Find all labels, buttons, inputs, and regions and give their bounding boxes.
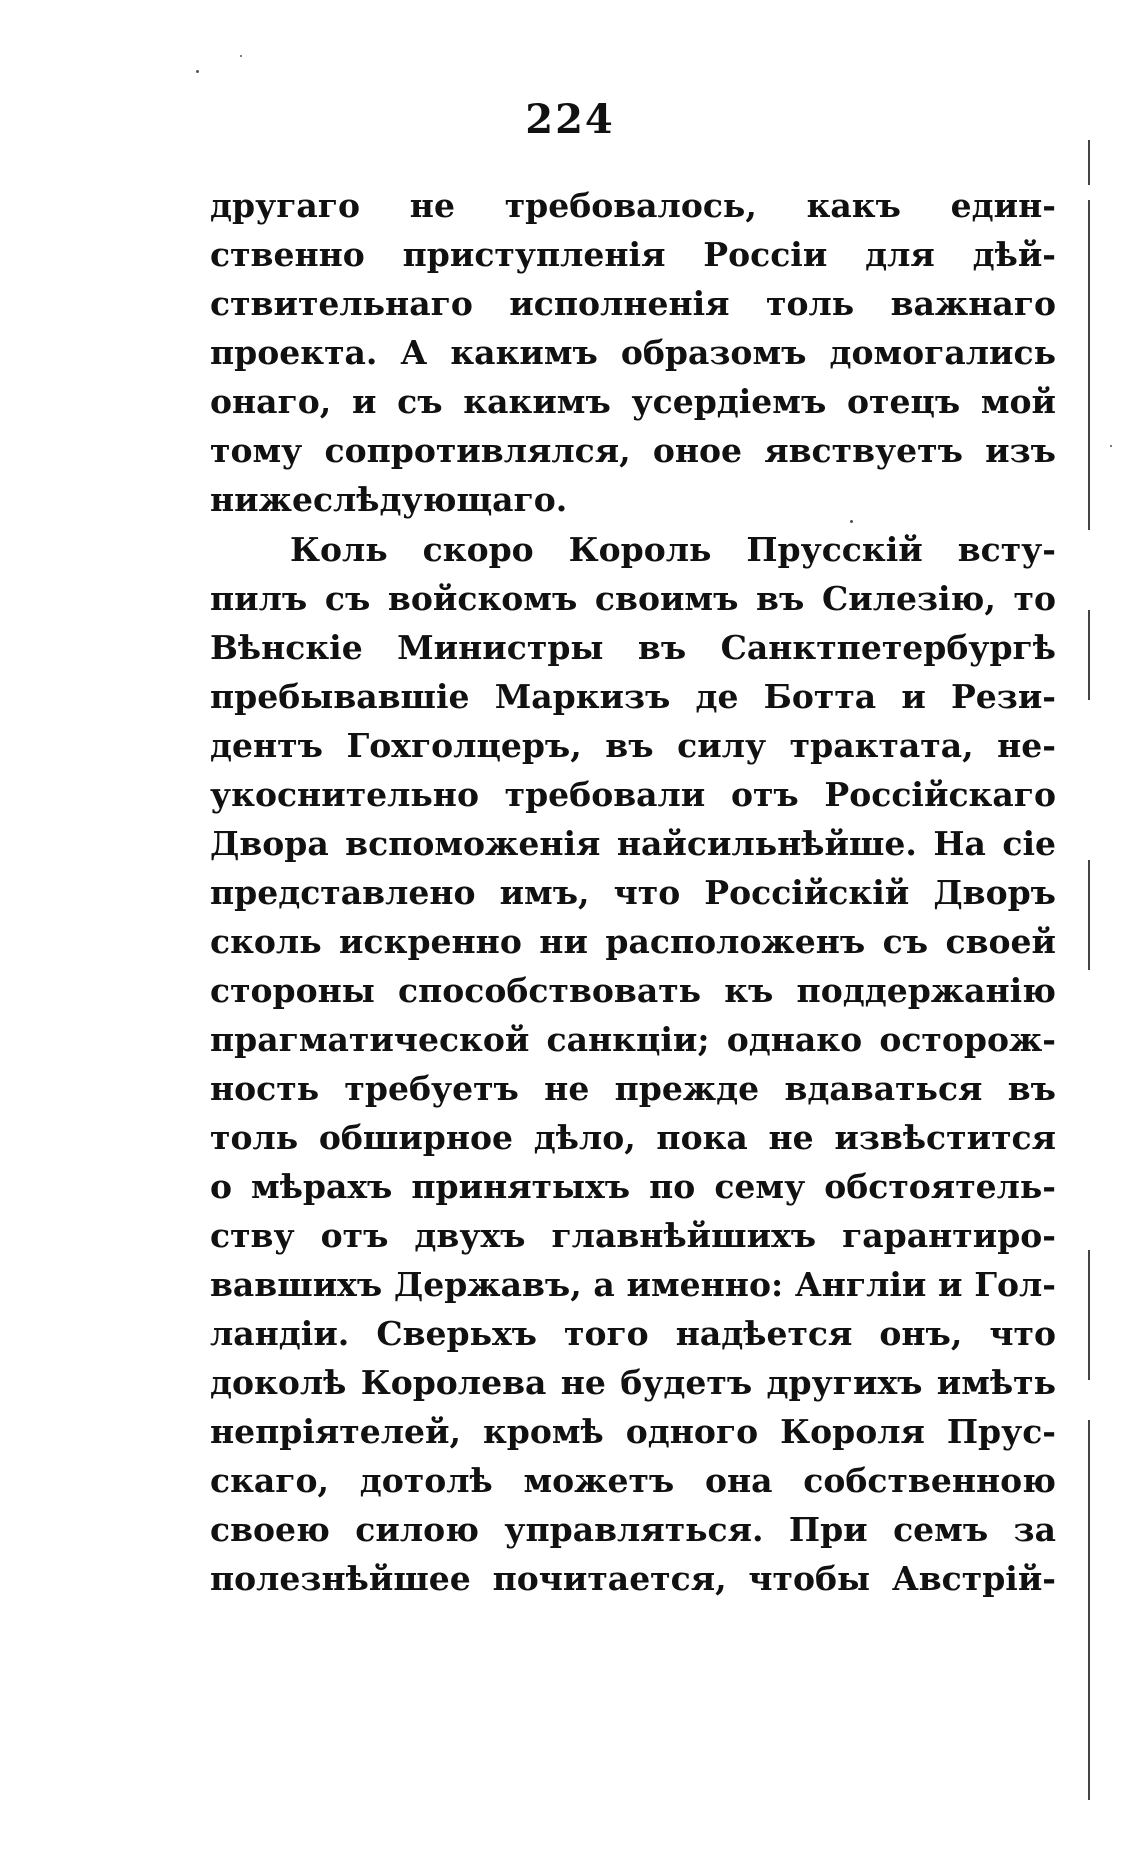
text-line: онаго, и съ какимъ усердіемъ отецъ мой bbox=[210, 382, 1056, 421]
scan-edge-mark bbox=[1088, 860, 1090, 970]
text-line: стороны способствовать къ поддержанію bbox=[210, 971, 1056, 1010]
text-line: тому сопротивлялся, оное явствуетъ изъ bbox=[210, 431, 1056, 470]
text-line: проекта. А какимъ образомъ домогались bbox=[210, 333, 1056, 372]
text-line: прагматической санкціи; однако осторож- bbox=[210, 1020, 1056, 1059]
paper-speck bbox=[1110, 445, 1112, 447]
text-line: непріятелей, кромѣ одного Короля Прус- bbox=[210, 1412, 1056, 1451]
text-line: ландіи. Сверьхъ того надѣется онъ, что bbox=[210, 1314, 1056, 1353]
text-line: Двора вспоможенія найсильнѣйше. На сіе bbox=[210, 824, 1056, 863]
paper-speck bbox=[240, 55, 242, 57]
text-line: дентъ Гохголцеръ, въ силу трактата, не- bbox=[210, 726, 1056, 765]
text-line: своею силою управляться. При семъ за bbox=[210, 1510, 1056, 1549]
scan-edge-mark bbox=[1088, 1420, 1090, 1800]
text-line: укоснительно требовали отъ Россійскаго bbox=[210, 775, 1056, 814]
scan-edge-mark bbox=[1088, 610, 1090, 700]
text-line: Вѣнскіе Министры въ Санктпетербургѣ bbox=[210, 628, 1056, 667]
text-line: ность требуетъ не прежде вдаваться въ bbox=[210, 1069, 1056, 1108]
text-line: пилъ съ войскомъ своимъ въ Силезію, то bbox=[210, 579, 1056, 618]
text-line: ству отъ двухъ главнѣйшихъ гарантиро- bbox=[210, 1216, 1056, 1255]
text-line: доколѣ Королева не будетъ другихъ имѣть bbox=[210, 1363, 1056, 1402]
text-line: представлено имъ, что Россійскій Дворъ bbox=[210, 873, 1056, 912]
page-number: 224 bbox=[525, 96, 615, 143]
text-line: нижеслѣдующаго. bbox=[210, 480, 568, 519]
paper-speck bbox=[196, 70, 199, 73]
text-line: вавшихъ Державъ, а именно: Англіи и Гол- bbox=[210, 1265, 1056, 1304]
scan-edge-mark bbox=[1088, 200, 1090, 530]
text-line: о мѣрахъ принятыхъ по сему обстоятель- bbox=[210, 1167, 1056, 1206]
text-line: полезнѣйшее почитается, чтобы Австрій- bbox=[210, 1559, 1056, 1598]
text-line: толь обширное дѣло, пока не извѣстится bbox=[210, 1118, 1056, 1157]
scan-edge-mark bbox=[1088, 1250, 1090, 1380]
text-line: другаго не требовалось, какъ един- bbox=[210, 186, 1056, 225]
text-line: скаго, дотолѣ можетъ она собственною bbox=[210, 1461, 1056, 1500]
scan-edge-mark bbox=[1088, 140, 1090, 185]
text-line: пребывавшіе Маркизъ де Ботта и Рези- bbox=[210, 677, 1056, 716]
body-text bbox=[210, 181, 1056, 1603]
paragraph-first-line: Коль скоро Король Прусскій всту- bbox=[290, 530, 1056, 569]
text-line: сколь искренно ни расположенъ съ своей bbox=[210, 922, 1056, 961]
text-line: ственно приступленія Россіи для дѣй- bbox=[210, 235, 1056, 274]
text-line: ствительнаго исполненія толь важнаго bbox=[210, 284, 1056, 323]
